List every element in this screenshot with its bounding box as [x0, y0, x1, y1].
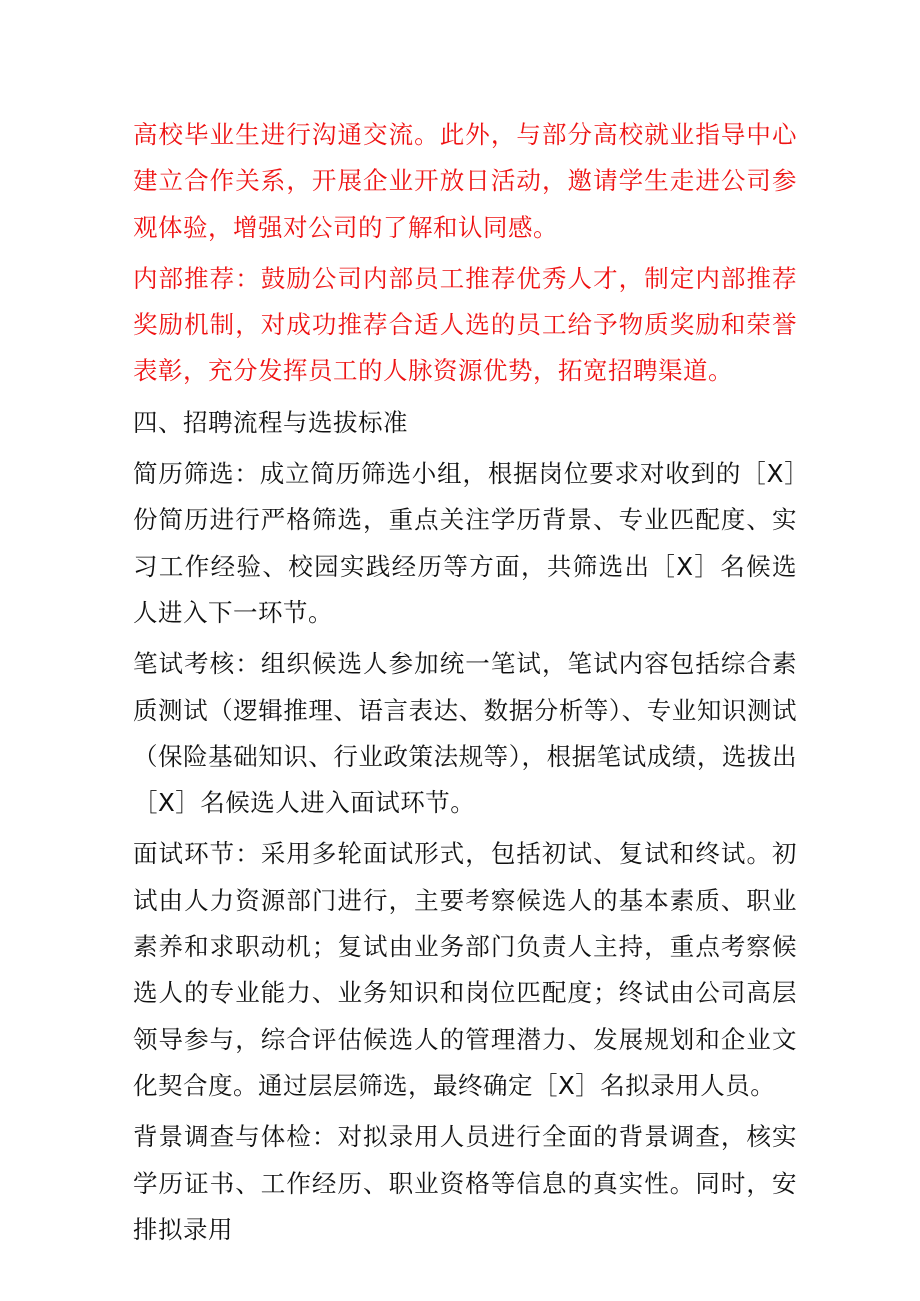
paragraph-campus-recruitment — [133, 112, 797, 251]
paragraph-label: 笔试考核： — [133, 649, 261, 679]
paragraph-text: 四、招聘流程与选拔标准 — [133, 407, 408, 437]
paragraph-text: 组织候选人参加统一笔试，笔试内容包括综合素质测试（逻辑推理、语言表达、数据分析等）、专业知识测试（保险基础知识、行业政策法规等），根据笔试成绩，选拔出［X］名候选人进入面试环节。 — [133, 649, 798, 818]
paragraph-text: 成立简历筛选小组，根据岗位要求对收到的［X］份简历进行严格筛选，重点关注学历背景、专业匹配度、实习工作经验、校园实践经历等方面，共筛选出［X］名候选人进入下一环节。 — [133, 459, 797, 627]
paragraph-label: 简历筛选： — [133, 459, 260, 489]
paragraph-text: 鼓励公司内部员工推荐优秀人才，制定内部推荐奖励机制，对成功推荐合适人选的员工给予物质奖励和荣誉表彰，充分发挥员工的人脉资源优势，拓宽招聘渠道。 — [133, 263, 798, 386]
paragraph-resume-screening — [133, 451, 797, 636]
paragraph-text: 对拟录用人员进行全面的背景调查，核实学历证书、工作经历、职业资格等信息的真实性。同时，安排拟录用 — [133, 1122, 798, 1244]
paragraph-text: 采用多轮面试形式，包括初试、复试和终试。初试由人力资源部门进行，主要考察候选人的基本素质、职业素养和求职动机；复试由业务部门负责人主持，重点考察候选人的专业能力、业务知识和岗位匹配度；终试由公司高层领导参与，综合评估候选人的管理潜力、发展规划和企业文化契合度。通过层层筛选，最终确定［X］名拟录用人员。 — [133, 839, 798, 1100]
paragraph-text: 高校毕业生进行沟通交流。此外，与部分高校就业指导中心建立合作关系，开展企业开放日活动，邀请学生走进公司参观体验，增强对公司的了解和认同感。 — [133, 120, 797, 242]
paragraph-label: 内部推荐： — [133, 263, 261, 293]
paragraph-interview — [133, 831, 797, 1109]
document-body — [133, 112, 797, 1258]
paragraph-written-test — [133, 641, 797, 826]
paragraph-background-check — [133, 1114, 797, 1253]
paragraph-internal-referral — [133, 256, 797, 395]
paragraph-label: 背景调查与体检： — [133, 1122, 338, 1152]
paragraph-label: 面试环节： — [133, 839, 261, 869]
section-heading — [133, 400, 797, 446]
